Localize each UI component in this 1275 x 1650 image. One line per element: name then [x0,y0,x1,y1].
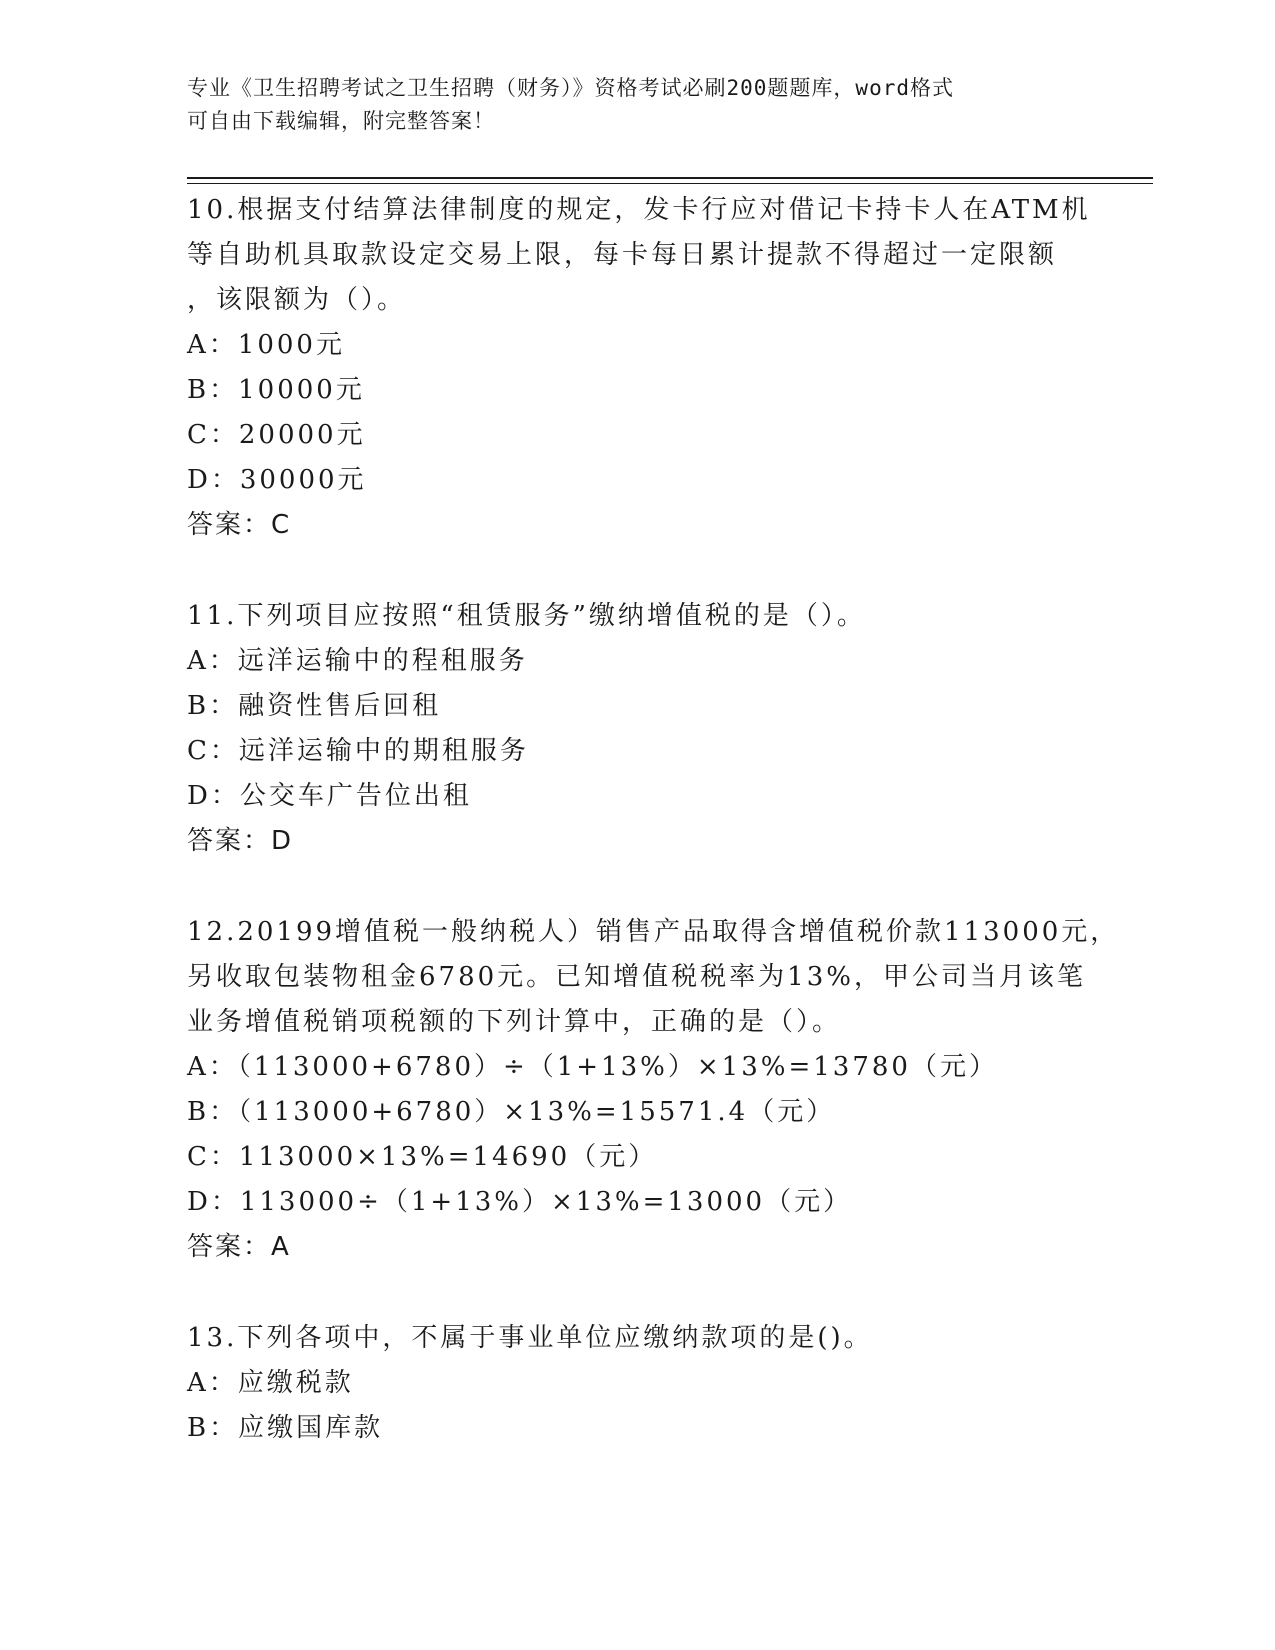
option-d: D：113000÷（1+13%）×13%=13000（元） [187,1187,853,1217]
header-line-1: 专业《卫生招聘考试之卫生招聘（财务）》资格考试必刷200题题库，word格式 [187,76,954,100]
question-text-line: 11.下列项目应按照“租赁服务”缴纳增值税的是（）。 [187,601,866,631]
header-line-2: 可自由下载编辑，附完整答案！ [187,109,495,133]
answer-label: 答案：A [187,1232,291,1262]
option-b: B：10000元 [187,375,365,405]
option-a: A：应缴税款 [187,1368,354,1398]
option-c: C：20000元 [187,420,366,450]
question-list [187,188,1120,1497]
option-d: D：公交车广告位出租 [187,781,472,811]
question-text-line: 13.下列各项中，不属于事业单位应缴纳款项的是()。 [187,1323,873,1353]
question-text-line: 业务增值税销项税额的下列计算中，正确的是（）。 [187,1007,842,1037]
question-text-line: 另收取包装物租金6780元。已知增值税税率为13%，甲公司当月该笔 [187,962,1086,992]
option-b: B：融资性售后回租 [187,691,442,721]
question-13 [187,1316,1087,1451]
document-header [187,72,1067,138]
header-divider-thick [187,177,1153,179]
option-c: C：远洋运输中的期租服务 [187,736,529,766]
option-a: A：（113000+6780）÷（1+13%）×13%=13780（元） [187,1052,998,1082]
question-text-line: ，该限额为（）。 [187,285,407,315]
answer-label: 答案：C [187,510,292,540]
header-divider-thin [187,183,1153,184]
question-text-line: 10.根据支付结算法律制度的规定，发卡行应对借记卡持卡人在ATM机 [187,195,1091,225]
option-d: D：30000元 [187,465,367,495]
question-10 [187,188,1091,548]
option-b: B：（113000+6780）×13%=15571.4（元） [187,1097,836,1127]
question-text-line: 等自助机具取款设定交易上限，每卡每日累计提款不得超过一定限额 [187,240,1058,270]
question-11 [187,594,1087,864]
option-c: C：113000×13%=14690（元） [187,1142,658,1172]
option-a: A：远洋运输中的程租服务 [187,646,528,676]
option-b: B：应缴国库款 [187,1413,384,1443]
answer-label: 答案：D [187,826,294,856]
question-text-line: 12.20199增值税一般纳税人）销售产品取得含增值税价款113000元， [187,917,1120,947]
option-a: A：1000元 [187,330,345,360]
question-12 [187,910,1120,1270]
